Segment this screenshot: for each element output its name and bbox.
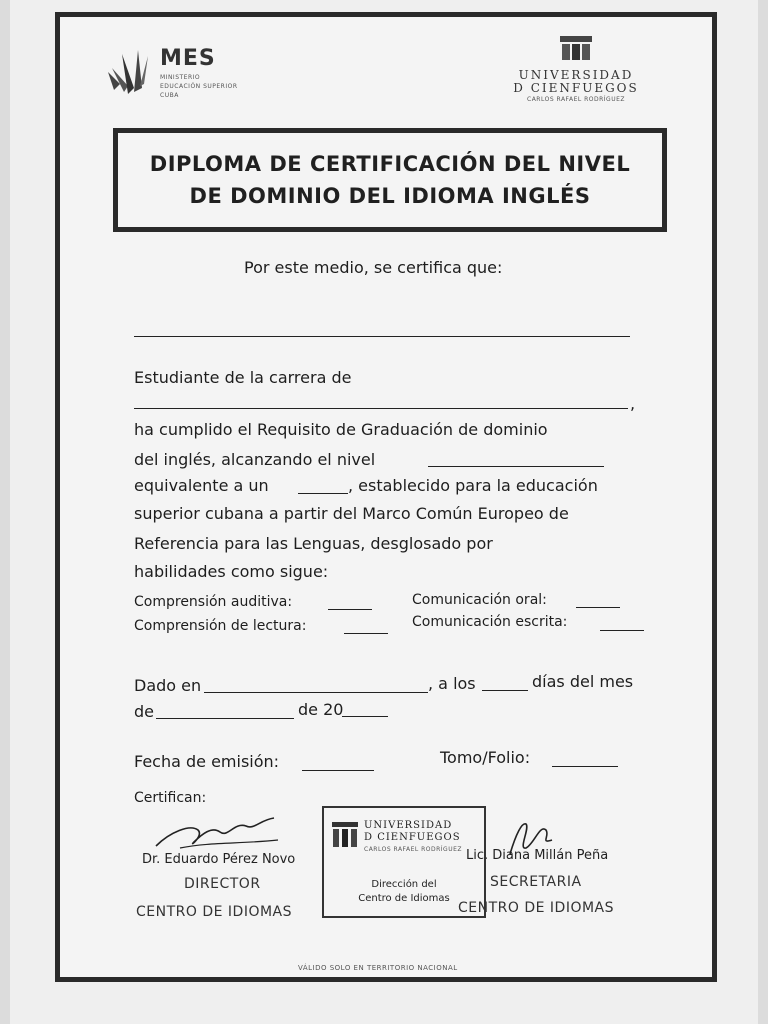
university-name-3: CARLOS RAFAEL RODRÍGUEZ xyxy=(527,96,625,103)
body-line-2: del inglés, alcanzando el nivel xyxy=(134,450,376,469)
year-prefix-label: de 20 xyxy=(298,700,344,719)
university-name-1: UNIVERSIDAD xyxy=(518,68,634,82)
career-line-comma: , xyxy=(630,394,636,413)
volume-folio-line xyxy=(552,766,618,767)
skill-reading-line xyxy=(344,633,388,634)
diploma-title-box xyxy=(113,128,667,232)
certify-label: Certifican: xyxy=(134,790,207,806)
career-line xyxy=(134,408,628,409)
recipient-name-line xyxy=(134,336,630,337)
mes-subtitle-3: CUBA xyxy=(160,92,179,99)
body-line-3b: , establecido para la educación xyxy=(348,476,598,495)
director-signature-icon xyxy=(150,812,290,856)
stamp-office-2: Centro de Idiomas xyxy=(358,893,450,904)
given-in-line xyxy=(204,692,428,693)
volume-folio-label: Tomo/Folio: xyxy=(440,748,531,767)
body-line-6: habilidades como sigue: xyxy=(134,562,329,581)
day-line xyxy=(482,690,528,691)
skill-listening-line xyxy=(328,609,372,610)
days-of-month-label: días del mes xyxy=(532,672,634,691)
diploma-title-line-2: DE DOMINIO DEL IDIOMA INGLÉS xyxy=(189,184,591,208)
mes-logo-text: MES xyxy=(160,46,216,71)
footer-note: VÁLIDO SOLO EN TERRITORIO NACIONAL xyxy=(298,964,458,972)
month-line xyxy=(156,718,294,719)
on-the-label: , a los xyxy=(428,674,476,693)
secretary-role: SECRETARIA xyxy=(490,874,582,890)
skill-written-line xyxy=(600,630,644,631)
body-line-5: Referencia para las Lenguas, desglosado por xyxy=(134,534,493,553)
skill-listening: Comprensión auditiva: xyxy=(134,594,293,610)
student-of-label: Estudiante de la carrera de xyxy=(134,368,352,387)
issue-date-label: Fecha de emisión: xyxy=(134,752,280,771)
skill-reading: Comprensión de lectura: xyxy=(134,618,307,634)
director-name: Dr. Eduardo Pérez Novo xyxy=(142,852,296,867)
director-dept: CENTRO DE IDIOMAS xyxy=(136,904,293,920)
body-line-3a: equivalente a un xyxy=(134,476,269,495)
university-crest-icon xyxy=(556,34,596,64)
body-line-4: superior cubana a partir del Marco Común Europeo de xyxy=(134,504,569,523)
equivalent-line xyxy=(298,493,348,494)
mes-subtitle-1: MINISTERIO xyxy=(160,74,201,81)
of-label: de xyxy=(134,702,154,721)
stamp-university-3: CARLOS RAFAEL RODRÍGUEZ xyxy=(364,846,462,853)
stamp-university-1: UNIVERSIDAD xyxy=(364,820,453,831)
certify-intro: Por este medio, se certifica que: xyxy=(244,258,503,277)
secretary-dept: CENTRO DE IDIOMAS xyxy=(458,900,615,916)
diploma-title-line-1: DIPLOMA DE CERTIFICACIÓN DEL NIVEL xyxy=(149,152,631,176)
skill-written: Comunicación escrita: xyxy=(412,614,568,630)
year-line xyxy=(342,716,388,717)
university-name-2: D CIENFUEGOS xyxy=(513,81,639,95)
stamp-university-2: D CIENFUEGOS xyxy=(364,832,461,843)
given-in-label: Dado en xyxy=(134,676,202,695)
director-role: DIRECTOR xyxy=(184,876,261,892)
secretary-name: Lic. Diana Millán Peña xyxy=(466,848,609,863)
mes-logo-icon xyxy=(104,44,156,100)
official-stamp xyxy=(322,806,486,918)
stamp-crest-icon xyxy=(330,820,360,852)
issue-date-line xyxy=(302,770,374,771)
mes-subtitle-2: EDUCACIÓN SUPERIOR xyxy=(160,83,238,90)
skill-oral: Comunicación oral: xyxy=(412,592,547,608)
skill-oral-line xyxy=(576,607,620,608)
stamp-office-1: Dirección del xyxy=(371,879,437,890)
body-line-1: ha cumplido el Requisito de Graduación de dominio xyxy=(134,420,548,439)
level-line xyxy=(428,466,604,467)
